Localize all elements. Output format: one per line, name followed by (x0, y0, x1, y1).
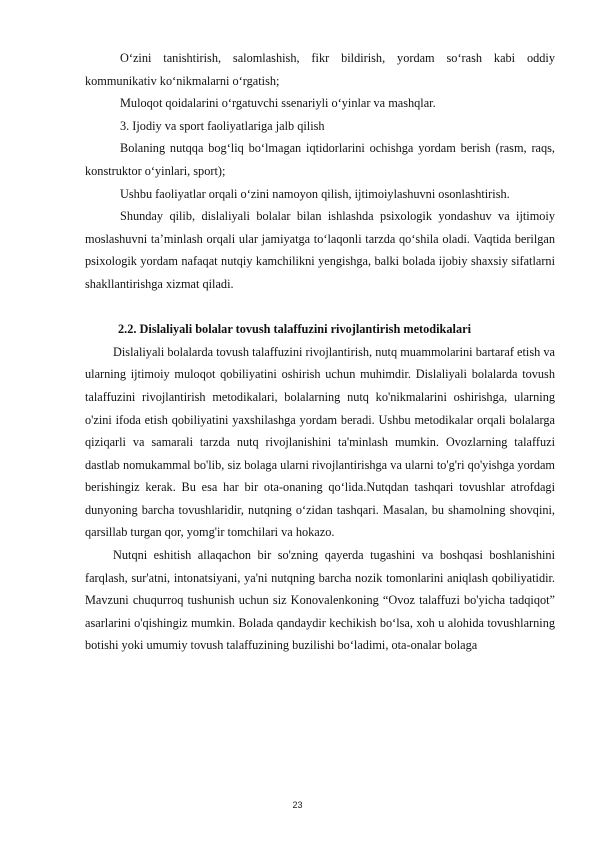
paragraph-speech-hearing: Nutqni eshitish allaqachon bir so'zning qayerda tugashini va boshqasi boshlanishini farqlash, sur'atni, intonatsiyani, ya'ni nutqning barcha nozik tomonlarini aniqlash qobiliyatidir. Mavzuni chuqurroq tushunish uchun siz Konovalenkoning “Ovoz talaffuzi bo'yicha tadqiqot” asarlarini o'qishingiz mumkin. Bolada qandaydir kechikish bo‘lsa, xoh u alohida tovushlarning botishi yoki umumiy tovush talaffuzining buzilishi bo‘ladimi, ota-onalar bolaga (85, 548, 555, 653)
page-body (85, 47, 555, 657)
paragraph-self-expression: Ushbu faoliyatlar orqali o‘zini namoyon qilish, ijtimoiylashuvni osonlashtirish. (120, 186, 510, 201)
paragraph-talents: Bolaning nutqqa bog‘liq bo‘lmagan iqtidorlarini ochishga yordam berish (rasm, raqs, konstruktor o‘yinlari, sport); (85, 141, 555, 178)
paragraph-scenario-games: Muloqot qoidalarini o‘rgatuvchi ssenariyli o‘yinlar va mashqlar. (120, 96, 436, 111)
page-number: 23 (292, 800, 303, 810)
paragraph-conclusion: Shunday qilib, dislaliyali bolalar bilan ishlashda psixologik yondashuv va ijtimoiy moslashuvni ta’minlash orqali ular jamiyatga to‘laqonli tarzda qo‘shila oladi. Vaqtida berilgan psixologik yordam nafaqat nutqiy kamchilikni yengishga, balki bolada ijobiy shaxsiy sifatlarni shakllantirishga xizmat qiladi. (85, 209, 555, 291)
paragraph-creative-sport: 3. Ijodiy va sport faoliyatlariga jalb qilish (120, 118, 325, 133)
paragraph-methods-intro: Dislaliyali bolalarda tovush talaffuzini rivojlantirish, nutq muammolarini bartaraf etish va ularning ijtimoiy muloqot qobiliyatini oshirish uchun muhimdir. Dislaliyali bolalarda tovush talaffuzini rivojlantirish metodikalari, bolalarning nutq ko'nikmalarini oshirishga, ularning o'zini ifoda etish qobiliyatini yaxshilashga yordam beradi. Ushbu metodikalar orqali bolalarga qiziqarli va samarali tarzda nutq rivojlanishini ta'minlash mumkin. Ovozlarning talaffuzi dastlab nomukammal bo'lib, siz bolaga ularni rivojlantirishga va ularni to'g'ri qo'yishga yordam berishingiz kerak. Bu esa har bir ota-onaning qo‘lida.Nutqdan tashqari tovushlar atrofdagi dunyoning barcha tovushlaridir, nutqning o‘zidan tashqari. Masalan, bu shamolning shovqini, qarsillab turgan qor, yomg'ir tomchilari va hokazo. (85, 344, 555, 540)
section-spacer (85, 296, 555, 319)
section-heading: 2.2. Dislaliyali bolalar tovush talaffuzini rivojlantirish metodikalari (118, 322, 471, 337)
paragraph-communication-skills: O‘zini tanishtirish, salomlashish, fikr bildirish, yordam so‘rash kabi oddiy kommunikativ ko‘nikmalarni o‘rgatish; (85, 51, 555, 88)
